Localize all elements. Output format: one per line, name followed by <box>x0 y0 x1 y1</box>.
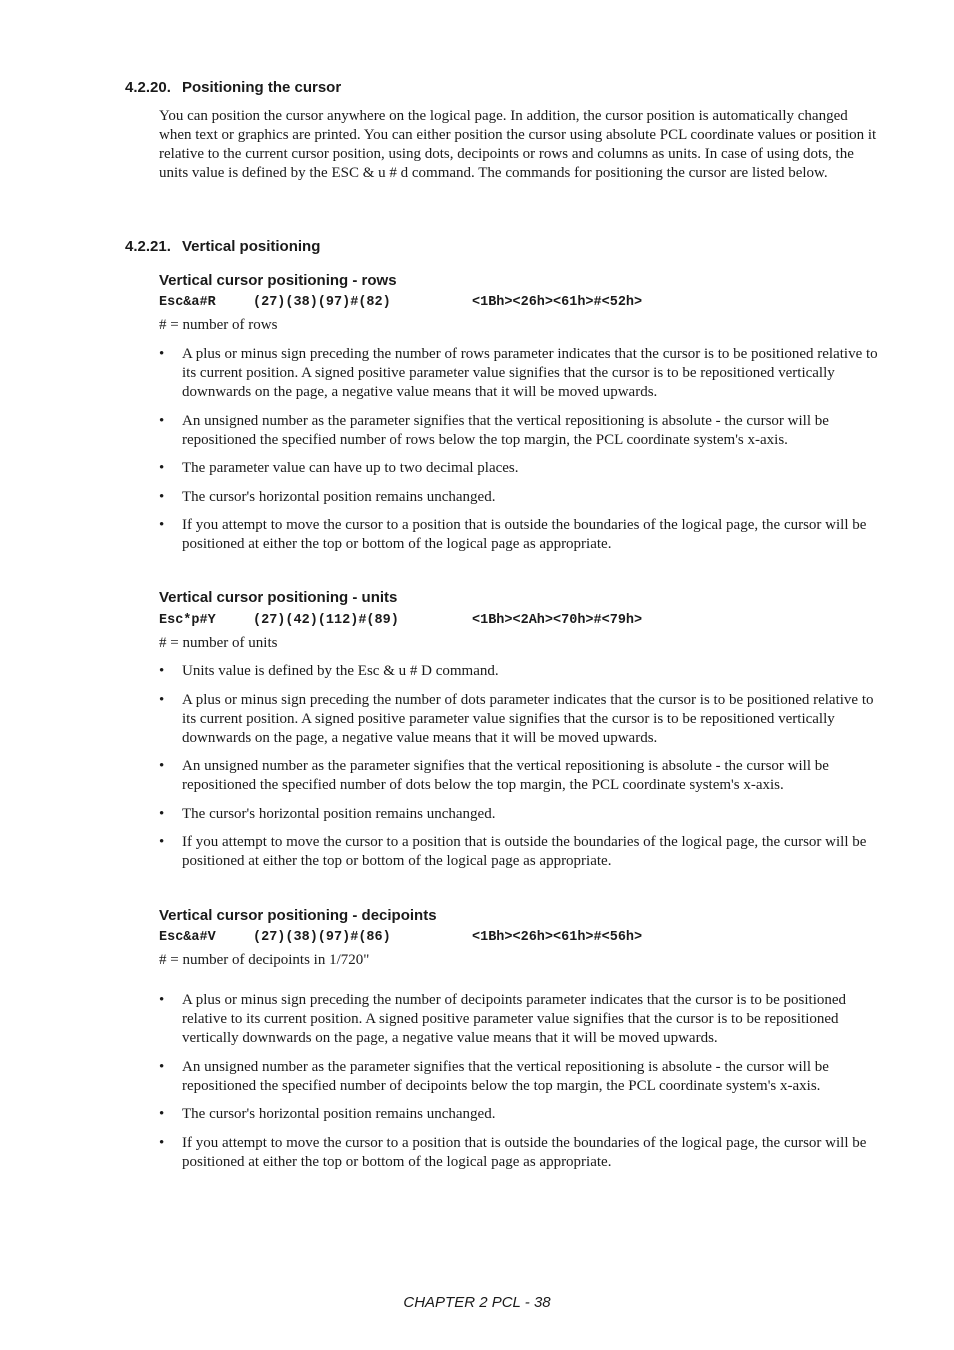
bullet-icon: • <box>159 412 165 429</box>
bullet-icon: • <box>159 346 165 362</box>
bullet-item <box>159 1134 879 1172</box>
section-heading-vertical <box>125 238 320 256</box>
bullet-icon: • <box>159 1058 165 1075</box>
escape-sequence: Esc&a#R <box>159 295 216 310</box>
section-number: 4.2.21. <box>125 238 171 255</box>
bullet-item <box>159 412 879 450</box>
bullet-item <box>159 345 879 402</box>
decimal-codes: (27)(38)(97)#(82) <box>253 295 391 310</box>
bullet-list-decipoints <box>159 991 879 1181</box>
bullet-icon: • <box>159 992 165 1008</box>
bullet-item <box>159 488 879 507</box>
bullet-icon: • <box>159 488 165 505</box>
hex-codes: <1Bh><26h><61h>#<52h> <box>472 295 643 310</box>
parameter-definition: # = number of rows <box>159 317 278 333</box>
bullet-icon: • <box>159 691 165 708</box>
bullet-text: The cursor's horizontal position remains unchanged. <box>182 488 496 505</box>
bullet-text: An unsigned number as the parameter signifies that the vertical repositioning is absolute - the cursor will be repositioned the specified number of dots below the top margin, the PCL coordinate system's x-axis. <box>182 758 829 793</box>
bullet-text: If you attempt to move the cursor to a position that is outside the boundaries of the logical page, the cursor will be positioned at either the top or bottom of the logical page as appropriate. <box>182 834 867 869</box>
bullet-item <box>159 991 879 1048</box>
bullet-text: A plus or minus sign preceding the number of decipoints parameter indicates that the cursor is to be positioned relative to its current position. A signed positive parameter value signifies that the cursor is to be repositioned vertically downwards on the page, a negative value means that it will be moved upwards. <box>182 992 847 1046</box>
bullet-icon: • <box>159 1106 165 1122</box>
bullet-item <box>159 833 879 871</box>
bullet-icon: • <box>159 460 165 476</box>
section-intro-paragraph: You can position the cursor anywhere on the logical page. In addition, the cursor position is automatically changed when text or graphics are printed. You can either position the cursor using absolute PCL coordinate values or position it relative to the current cursor position, using dots, decipoints or rows and columns as units. In case of using dots, the units value is defined by the ESC & u # d command. The commands for positioning the cursor are listed below. <box>159 108 877 181</box>
bullet-item <box>159 757 879 795</box>
escape-sequence: Esc&a#V <box>159 930 216 945</box>
bullet-text: If you attempt to move the cursor to a position that is outside the boundaries of the logical page, the cursor will be positioned at either the top or bottom of the logical page as appropriate. <box>182 517 867 552</box>
section-number: 4.2.20. <box>125 79 171 96</box>
bullet-text: A plus or minus sign preceding the number of rows parameter indicates that the cursor is to be positioned relative to its current position. A signed positive parameter value signifies that the cursor is to be repositioned vertically downwards on the page, a negative value means that it will be moved upwards. <box>182 346 878 400</box>
bullet-text: The cursor's horizontal position remains unchanged. <box>182 805 496 822</box>
bullet-text: An unsigned number as the parameter signifies that the vertical repositioning is absolute - the cursor will be repositioned the specified number of rows below the top margin, the PCL coordinate system's x-axis. <box>182 412 829 448</box>
section-heading-positioning <box>125 79 341 97</box>
bullet-icon: • <box>159 758 165 774</box>
bullet-text: A plus or minus sign preceding the number of dots parameter indicates that the cursor is to be positioned relative to its current position. A signed positive parameter value signifies that the cursor is to be repositioned vertically downwards on the page, a negative value means that it will be moved upwards. <box>182 691 874 746</box>
bullet-item <box>159 1105 879 1124</box>
bullet-text: Units value is defined by the Esc & u # D command. <box>182 663 499 679</box>
bullet-icon: • <box>159 834 165 850</box>
section-title: Positioning the cursor <box>182 79 342 96</box>
bullet-item <box>159 691 879 748</box>
subheading-decipoints: Vertical cursor positioning - decipoints <box>159 907 437 924</box>
subheading-units: Vertical cursor positioning - units <box>159 589 398 606</box>
decimal-codes: (27)(38)(97)#(86) <box>253 930 391 945</box>
bullet-list-rows <box>159 345 879 564</box>
bullet-text: The parameter value can have up to two decimal places. <box>182 460 519 476</box>
hex-codes: <1Bh><2Ah><70h>#<79h> <box>472 613 643 628</box>
section-title: Vertical positioning <box>182 238 321 255</box>
parameter-definition: # = number of units <box>159 635 278 651</box>
bullet-icon: • <box>159 663 165 679</box>
bullet-item <box>159 459 879 478</box>
bullet-item <box>159 516 879 554</box>
page-footer: CHAPTER 2 PCL - 38 <box>403 1294 551 1311</box>
bullet-text: The cursor's horizontal position remains unchanged. <box>182 1106 496 1122</box>
escape-sequence: Esc*p#Y <box>159 613 216 628</box>
bullet-item <box>159 662 879 681</box>
bullet-icon: • <box>159 805 165 822</box>
bullet-item <box>159 1058 879 1096</box>
bullet-icon: • <box>159 1134 165 1151</box>
decimal-codes: (27)(42)(112)#(89) <box>253 613 399 628</box>
hex-codes: <1Bh><26h><61h>#<56h> <box>472 930 643 945</box>
bullet-item <box>159 805 879 824</box>
bullet-text: An unsigned number as the parameter signifies that the vertical repositioning is absolute - the cursor will be repositioned the specified number of decipoints below the top margin, the PCL coordinate system's x-axis. <box>182 1058 829 1094</box>
subheading-rows: Vertical cursor positioning - rows <box>159 272 397 289</box>
bullet-list-units <box>159 662 879 881</box>
parameter-definition: # = number of decipoints in 1/720" <box>159 952 370 968</box>
bullet-icon: • <box>159 517 165 533</box>
bullet-text: If you attempt to move the cursor to a position that is outside the boundaries of the logical page, the cursor will be positioned at either the top or bottom of the logical page as appropriate. <box>182 1134 867 1170</box>
